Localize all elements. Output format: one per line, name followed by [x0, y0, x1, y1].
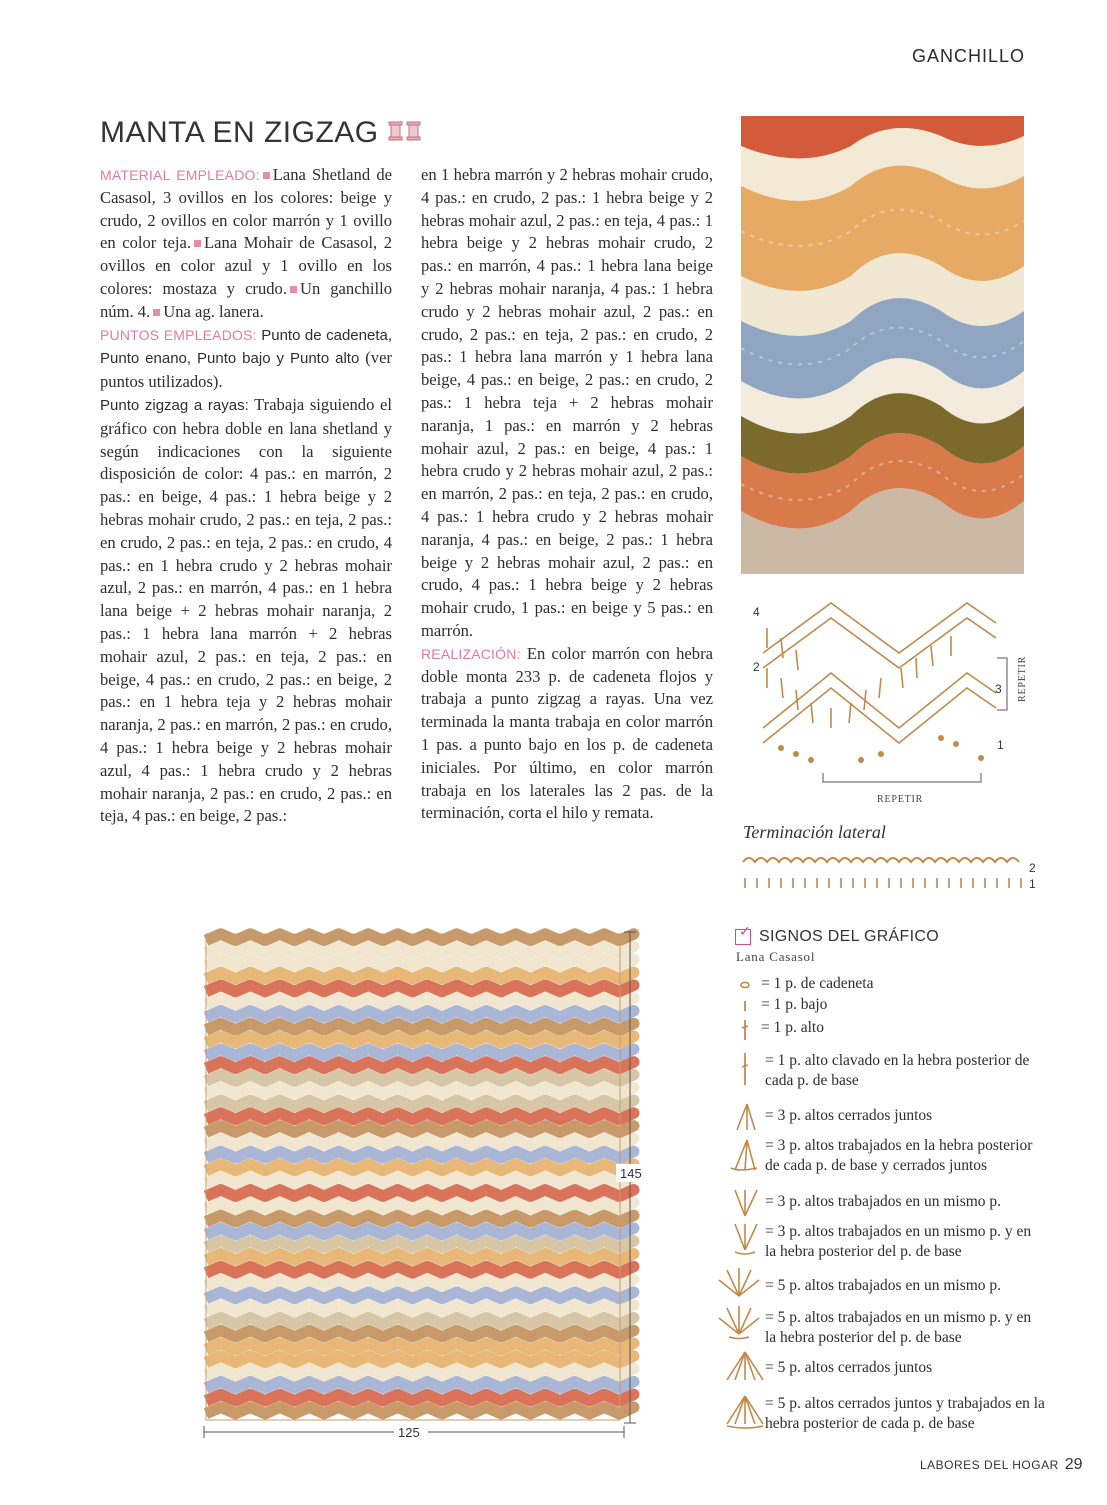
- article-title: MANTA EN ZIGZAG: [100, 116, 379, 149]
- blanket-stripe: [206, 1343, 634, 1349]
- blanket-stripe: [206, 1228, 634, 1234]
- dc3-shell-icon: [731, 1186, 761, 1218]
- blanket-stripe: [206, 1177, 634, 1183]
- blanket-stripe: [206, 1113, 634, 1119]
- puntos-list: Punto de cadeneta, Punto enano, Punto bajo y Punto alto: [100, 326, 392, 368]
- realizacion-text: En color marrón con hebra doble monta 233 p. de cadeneta flojos y trabaja a punto zigzag a rayas. Una vez terminada la manta trabaja en color marrón 1 pas. a punto bajo en los p. de cadeneta iniciales. Por último, en color marrón trabaja en los laterales las 2 pas. de la terminación, corta el hilo y remata.: [421, 643, 713, 823]
- blanket-stripe: [206, 972, 634, 978]
- post-double-crochet-icon: [737, 1051, 753, 1087]
- blanket-stripe: [206, 1011, 634, 1017]
- blanket-stripe: [206, 1024, 634, 1030]
- difficulty-spools-icon: [387, 119, 423, 147]
- dc5-shell-back-loop-icon: [717, 1304, 761, 1340]
- blanket-stripe: [206, 1407, 634, 1413]
- dc5-shell-icon: [717, 1266, 761, 1300]
- blanket-stripe: [206, 1100, 634, 1106]
- page-number: 29: [1064, 1456, 1083, 1473]
- terminacion-row-label: 1: [1029, 877, 1036, 890]
- material-item: Lana Mohair de Casasol, 2 ovillos en color azul y 1 ovillo en los colores: mostaza y crudo.: [100, 233, 393, 298]
- blanket-stripe: [206, 1062, 634, 1068]
- single-crochet-icon: [737, 998, 753, 1014]
- blanket-stripe: [206, 1126, 634, 1132]
- magazine-name: LABORES DEL HOGAR: [920, 1458, 1059, 1472]
- puntos-note: (ver puntos utilizados).: [100, 348, 392, 392]
- terminacion-title: Terminación lateral: [743, 822, 886, 842]
- legend-subtitle: Lana Casasol: [736, 949, 816, 964]
- material-label: MATERIAL EMPLEADO:: [100, 167, 260, 183]
- blanket-stripe: [206, 1075, 634, 1081]
- blanket-stripe: [206, 1215, 634, 1221]
- terminacion-row-label: 2: [1029, 861, 1036, 875]
- double-crochet-icon: [737, 1018, 753, 1042]
- col2-text: en 1 hebra marrón y 2 hebras mohair crudo, 4 pas.: en crudo, 2 pas.: 1 hebra beige y 2 hebras mohair azul, 2 pas.: en teja, 4 pas.: 1 hebra beige y 2 hebras mohair crudo, 2 pas.: en marrón, 4 pas.: 1 hebra lana beige y 2 hebras mohair naranja, 4 pas.: 1 hebra crudo y 2 hebras mohair azul, 2 pas.: en crudo, 2 pas.: en teja, 2 pas.: en crudo, 2 pas.: 1 hebra lana marrón y 1 hebra lana beige, 4 pas.: en beige, 2 pas.: en crudo, 2 pas.: 1 hebra teja + 2 hebras mohair naranja, 1 pas.: en marrón y 2 hebras mohair azul, 2 pas.: en beige, 4 pas.: 1 hebra crudo y 2 hebras mohair azul, 2 pas.: en marrón, 2 pas.: en teja, 2 pas.: en crudo, 4 pas.: 1 hebra crudo y 2 hebras mohair naranja, 4 pas.: en beige, 2 pas.: 1 hebra beige y 2 hebras mohair azul, 2 pas.: en crudo, 4 pas.: 1 hebra beige y 2 hebras mohair crudo, 1 pas.: en beige y 5 pas.: en marrón.: [421, 165, 713, 640]
- blanket-stripe: [206, 1151, 634, 1157]
- dc5tog-icon: [725, 1350, 765, 1384]
- blanket-stripe: [206, 985, 634, 991]
- blanket-stripe: [206, 1382, 634, 1388]
- blanket-stripe: [206, 1330, 634, 1336]
- blanket-stripe: [206, 1087, 634, 1093]
- stitch-chart: [741, 598, 1041, 808]
- blanket-stripe: [206, 998, 634, 1004]
- chain-stitch-icon: [737, 978, 753, 992]
- legend-title: SIGNOS DEL GRÁFICO: [759, 928, 939, 945]
- blanket-width-label: 125: [398, 1425, 420, 1440]
- chart-row-label: 3: [995, 682, 1002, 696]
- blanket-stripe: [206, 1139, 634, 1145]
- blanket-height-label: 145: [620, 1166, 642, 1181]
- text-column-1: [100, 164, 392, 828]
- zigzag-label: Punto zigzag a rayas:: [100, 396, 249, 414]
- blanket-stripe: [206, 1190, 634, 1196]
- blanket-stripe: [206, 1394, 634, 1400]
- article-title-row: [100, 116, 423, 150]
- dc5tog-back-loop-icon: [725, 1394, 765, 1430]
- terminacion-chart: [741, 850, 1041, 890]
- blanket-stripe: [206, 1369, 634, 1375]
- zigzag-text: Trabaja siguiendo el gráfico con hebra doble en lana shetland y según indicaciones con la siguiente disposición de color: 4 pas.: en marrón, 2 pas.: en beige, 4 pas.: 1 hebra beige y 2 hebras mohair crudo, 2 pas.: en teja, 2 pas.: en crudo, 2 pas.: en teja, 2 pas.: en crudo, 4 pas.: en 1 hebra crudo y 2 hebras mohair azul, 2 pas.: en marrón, 4 pas.: en 1 hebra lana beige + 2 hebras mohair naranja, 2 pas.: 1 hebra lana marrón + 2 hebras mohair azul, 2 pas.: en teja, 2 pas.: en beige, 4 pas.: en crudo, 2 pas.: en beige, 2 pas.: en 1 hebra teja y 2 hebras mohair naranja, 2 pas.: en marrón, 2 pas.: en crudo, 4 pas.: 1 hebra beige y 2 hebras mohair azul, 4 pas.: 1 hebra crudo y 2 hebras mohair naranja, 2 pas.: en crudo, 2 pas.: en teja, 4 pas.: en beige, 2 pas.:: [100, 394, 392, 826]
- repeat-horizontal-label: REPETIR: [877, 794, 924, 805]
- chart-row-label: 4: [753, 605, 760, 619]
- blanket-stripe: [206, 960, 634, 966]
- chart-row-label: 2: [753, 660, 760, 674]
- dc3tog-icon: [733, 1102, 759, 1132]
- blanket-stripe: [206, 947, 634, 953]
- blanket-stripe: [206, 1267, 634, 1273]
- blanket-stripe: [206, 934, 634, 940]
- material-item: Una ag. lanera.: [163, 301, 264, 321]
- blanket-stripe: [206, 1356, 634, 1362]
- blanket-photo: [741, 116, 1024, 574]
- dc3-shell-back-loop-icon: [731, 1220, 761, 1256]
- blanket-stripe: [206, 1036, 634, 1042]
- blanket-stripe: [206, 1305, 634, 1311]
- blanket-stripe: [206, 1049, 634, 1055]
- footer: [920, 1456, 1083, 1474]
- chart-row-label: 1: [997, 738, 1004, 752]
- repeat-vertical-label: REPETIR: [1017, 655, 1028, 702]
- blanket-stripe: [206, 1318, 634, 1324]
- dc3tog-back-loop-icon: [729, 1138, 759, 1174]
- blanket-stripe: [206, 1241, 634, 1247]
- blanket-diagram: [200, 928, 660, 1448]
- blanket-stripe: [206, 1279, 634, 1285]
- puntos-label: PUNTOS EMPLEADOS:: [100, 326, 257, 343]
- legend: [735, 924, 1075, 965]
- material-item: Lana Shetland de Casasol, 3 ovillos en los colores: beige y crudo, 2 ovillos en color marrón y 1 ovillo en color teja.: [100, 165, 392, 253]
- material-item: Un ganchillo núm. 4.: [100, 278, 392, 321]
- text-column-2: [421, 164, 713, 825]
- section-header: GANCHILLO: [912, 46, 1026, 66]
- blanket-stripe: [206, 1292, 634, 1298]
- realizacion-label: REALIZACIÓN:: [421, 645, 521, 662]
- blanket-stripe: [206, 1203, 634, 1209]
- checkbox-icon: ✓: [735, 929, 751, 945]
- blanket-stripe: [206, 1164, 634, 1170]
- blanket-stripe: [206, 1254, 634, 1260]
